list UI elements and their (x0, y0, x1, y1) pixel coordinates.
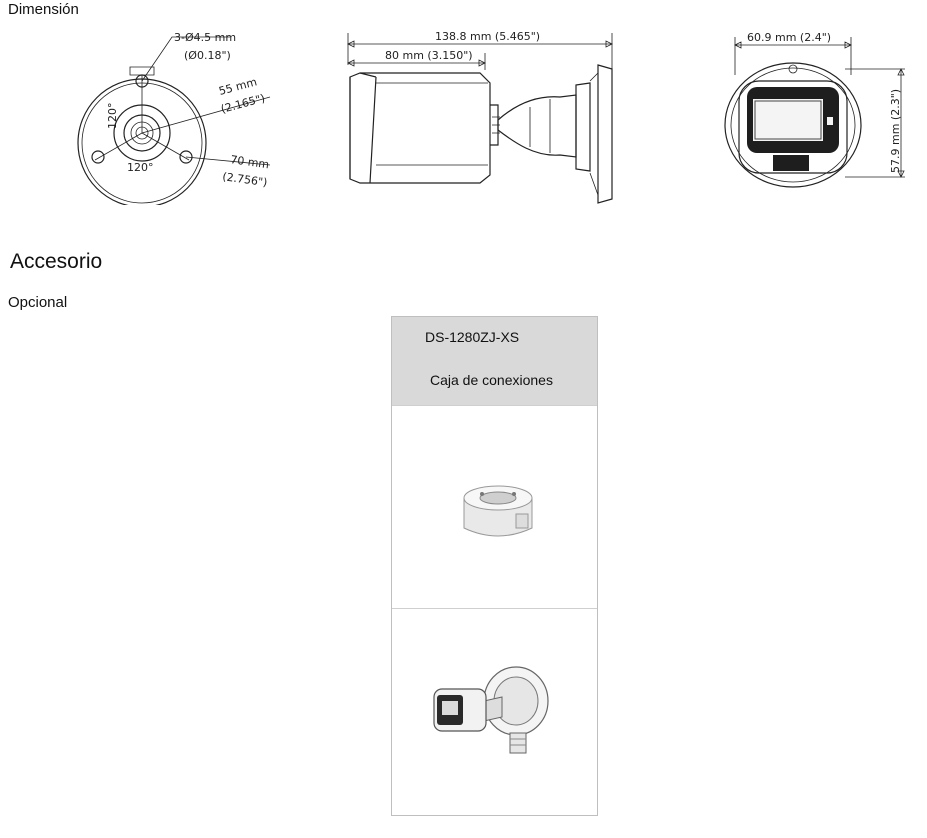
mounted-camera-image (392, 609, 597, 816)
dimension-heading: Dimensión (8, 1, 79, 18)
rear-view-drawing (715, 25, 915, 205)
d70-inch-label: (2.756") (221, 170, 269, 190)
rear-width-label: 60.9 mm (2.4") (747, 31, 832, 44)
accessory-model: DS-1280ZJ-XS (425, 329, 520, 345)
front-view-drawing (70, 25, 285, 205)
accessory-heading: Accesorio (10, 250, 103, 273)
angle-b-label: 120° (127, 161, 154, 174)
junction-box-image-cell (392, 405, 597, 609)
holes-label: 3-Ø4.5 mm (174, 31, 237, 44)
angle-a-label: 120° (106, 102, 119, 129)
d70-label: 70 mm (229, 153, 270, 172)
mounted-camera-image-cell (392, 608, 597, 816)
d55-label: 55 mm (217, 75, 259, 98)
body-length-label: 80 mm (3.150") (385, 49, 473, 62)
d55-inch-label: (2.165") (219, 91, 267, 116)
accessory-table (391, 316, 598, 816)
accessory-header (392, 317, 597, 405)
holes-inch-label: (Ø0.18") (184, 49, 231, 62)
total-length-label: 138.8 mm (5.465") (435, 30, 541, 43)
rear-height-label: 57.9 mm (2.3") (889, 88, 902, 173)
accessory-description: Caja de conexiones (430, 372, 553, 388)
junction-box-image (392, 406, 597, 609)
side-view-drawing (340, 25, 620, 205)
optional-heading: Opcional (8, 294, 68, 311)
